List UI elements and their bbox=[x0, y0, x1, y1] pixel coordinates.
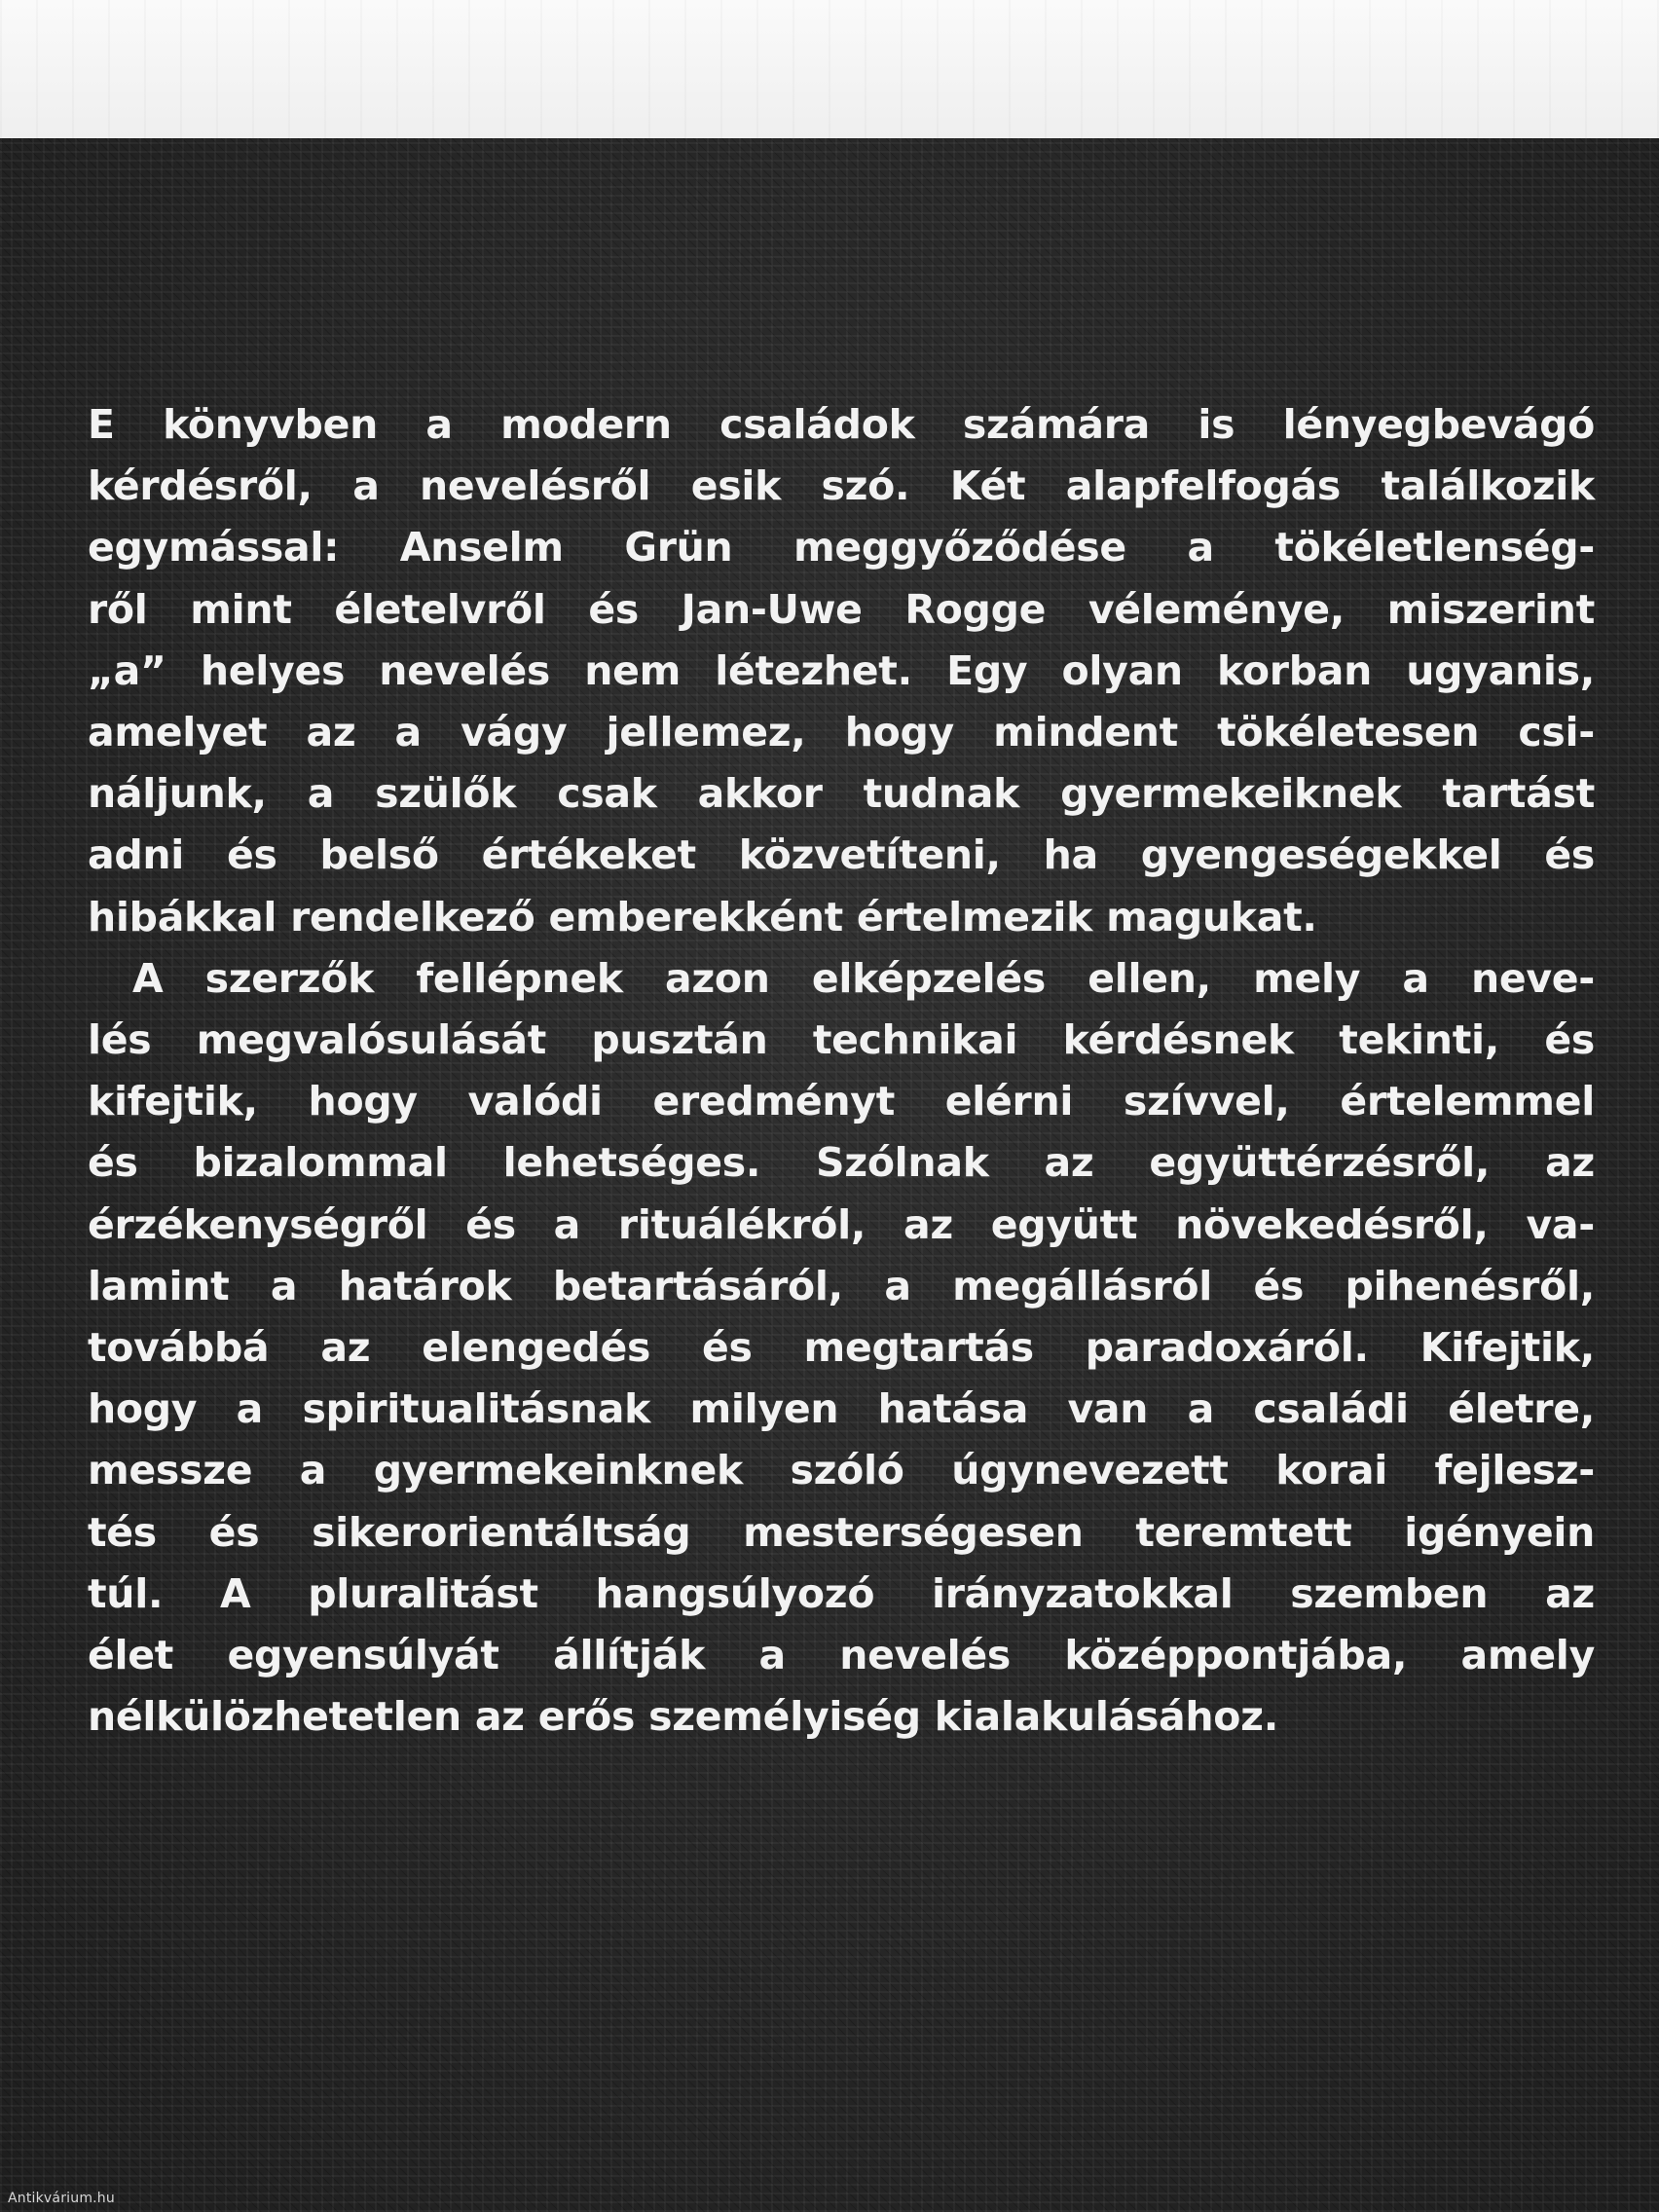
blurb-line: továbbá az elengedés és megtartás paradoxáról. Kifejtik, bbox=[88, 1324, 1595, 1372]
blurb-line: és bizalommal lehetséges. Szólnak az együttérzésről, az bbox=[88, 1139, 1595, 1187]
blurb-line: ről mint életelvről és Jan-Uwe Rogge véleménye, miszerint bbox=[88, 585, 1595, 633]
blurb-line: hogy a spiritualitásnak milyen hatása van a családi életre, bbox=[88, 1385, 1595, 1433]
blurb-line: messze a gyermekeinknek szóló úgynevezett korai fejlesz- bbox=[88, 1447, 1595, 1494]
blurb-line: egymással: Anselm Grün meggyőződése a tökéletlenség- bbox=[88, 524, 1595, 571]
blurb-line: hibákkal rendelkező emberekként értelmezik magukat. bbox=[88, 893, 1317, 940]
blurb-line: A szerzők fellépnek azon elképzelés ellen, mely a neve- bbox=[132, 954, 1595, 1002]
blurb-line: kérdésről, a nevelésről esik szó. Két alapfelfogás találkozik bbox=[88, 462, 1595, 510]
blurb-line: kifejtik, hogy valódi eredményt elérni szívvel, értelemmel bbox=[88, 1078, 1595, 1125]
blurb-line: lés megvalósulását pusztán technikai kérdésnek tekinti, és bbox=[88, 1016, 1595, 1064]
blurb-line: érzékenységről és a rituálékról, az együtt növekedésről, va- bbox=[88, 1200, 1595, 1248]
paper-background-strip bbox=[0, 0, 1659, 138]
blurb-line: túl. A pluralitást hangsúlyozó irányzatokkal szemben az bbox=[88, 1569, 1595, 1617]
blurb-line: amelyet az a vágy jellemez, hogy mindent tökéletesen csi- bbox=[88, 709, 1595, 756]
blurb-text bbox=[88, 394, 1595, 1748]
blurb-line: nélkülözhetetlen az erős személyiség kialakulásához. bbox=[88, 1693, 1279, 1741]
blurb-line: „a” helyes nevelés nem létezhet. Egy olyan korban ugyanis, bbox=[88, 646, 1595, 694]
blurb-line: náljunk, a szülők csak akkor tudnak gyermekeiknek tartást bbox=[88, 770, 1595, 818]
watermark-text: Antikvárium.hu bbox=[8, 2191, 115, 2206]
blurb-line: adni és belső értékeket közvetíteni, ha gyengeségekkel és bbox=[88, 831, 1595, 879]
blurb-line: E könyvben a modern családok számára is lényegbevágó bbox=[88, 401, 1595, 448]
blurb-line: lamint a határok betartásáról, a megállásról és pihenésről, bbox=[88, 1262, 1595, 1309]
blurb-line: élet egyensúlyát állítják a nevelés középpontjába, amely bbox=[88, 1632, 1595, 1679]
blurb-line: tés és sikerorientáltság mesterségesen teremtett igényein bbox=[88, 1508, 1595, 1556]
